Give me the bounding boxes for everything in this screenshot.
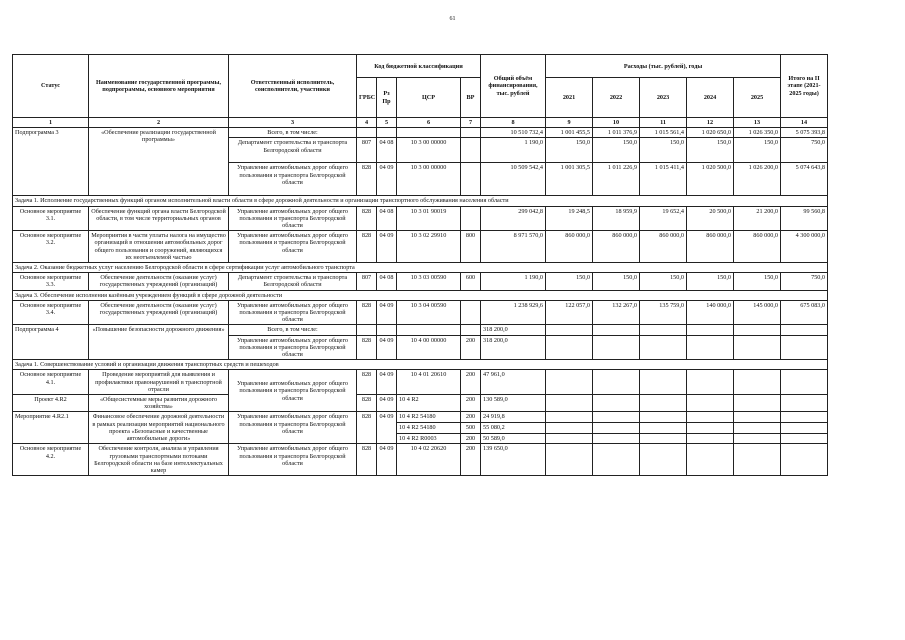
code-cell: 04 08 [377, 138, 397, 163]
code-cell: 10 4 00 00000 [397, 335, 461, 360]
num-cell: 9 [546, 118, 593, 128]
value-cell: 1 190,0 [481, 273, 546, 290]
value-cell: 1 011 226,9 [593, 163, 640, 196]
row-status: Основное мероприятие 3.1. [13, 206, 89, 231]
value-cell: 8 971 570,0 [481, 231, 546, 263]
task-title: Задача 1. Исполнение государственных функций органом исполнительной власти области в сфере дорожной деятельности и организации транспортного обслуживания населения области [13, 196, 828, 206]
code-cell: 200 [461, 395, 481, 412]
code-cell: 10 4 02 20620 [397, 444, 461, 476]
code-cell [461, 300, 481, 325]
row-name: «Общесистемные меры развития дорожного хозяйства» [89, 395, 229, 412]
value-cell: 150,0 [546, 273, 593, 290]
task-row [13, 263, 828, 273]
col-budget-codes: Код бюджетной классификации [357, 55, 481, 78]
code-cell: 04 09 [377, 370, 397, 395]
row-executor: Управление автомобильных дорог общего пользования и транспорта Белгородской области [229, 206, 357, 231]
code-cell: 828 [357, 395, 377, 412]
col-vr: ВР [461, 78, 481, 118]
row-name: Финансовое обеспечение дорожной деятельности в рамках реализации мероприятий национального проекта «Безопасные и качественные автомобильные дороги» [89, 412, 229, 444]
table-row [13, 273, 828, 290]
row-status: Подпрограмма 3 [13, 128, 89, 196]
value-cell: 132 267,0 [593, 300, 640, 325]
task-row [13, 360, 828, 370]
code-cell: 10 4 R2 54180 [397, 412, 461, 423]
code-cell: 10 4 R2 R0003 [397, 433, 461, 444]
value-cell: 135 759,0 [640, 300, 687, 325]
row-executor: Управление автомобильных дорог общего пользования и транспорта Белгородской области [229, 231, 357, 263]
table-row [13, 128, 828, 138]
num-cell: 10 [593, 118, 640, 128]
value-cell: 860 000,0 [640, 231, 687, 263]
value-cell: 750,0 [781, 138, 828, 163]
col-2024: 2024 [687, 78, 734, 118]
code-cell: 04 08 [377, 206, 397, 231]
col-grbs: ГРБС [357, 78, 377, 118]
value-cell: 860 000,0 [687, 231, 734, 263]
row-name: Мероприятия в части уплаты налога на имущество организаций в отношении автомобильных дорог общего пользования и сооружений, являющихся их неотъемлемой частью [89, 231, 229, 263]
row-name: Обеспечение функций органа власти Белгородской области, в том числе территориальных органов [89, 206, 229, 231]
code-cell: 10 3 04 00590 [397, 300, 461, 325]
value-cell: 21 200,0 [734, 206, 781, 231]
col-2021: 2021 [546, 78, 593, 118]
value-cell: 150,0 [593, 273, 640, 290]
code-cell: 04 08 [377, 273, 397, 290]
num-cell: 5 [377, 118, 397, 128]
value-cell: 1 026 200,0 [734, 163, 781, 196]
row-executor: Управление автомобильных дорог общего пользования и транспорта Белгородской области [229, 370, 357, 412]
value-cell: 145 000,0 [734, 300, 781, 325]
task-row [13, 196, 828, 206]
num-cell: 6 [397, 118, 461, 128]
value-cell: 150,0 [734, 138, 781, 163]
col-expenses: Расходы (тыс. рублей), годы [546, 55, 781, 78]
code-cell: 200 [461, 412, 481, 423]
code-cell: 200 [461, 433, 481, 444]
code-cell: 04 09 [377, 444, 397, 476]
budget-table [12, 54, 828, 476]
value-cell: 47 961,0 [481, 370, 546, 395]
value-cell: 139 650,0 [481, 444, 546, 476]
code-cell: 10 3 00 00000 [397, 138, 461, 163]
code-cell: 04 09 [377, 335, 397, 360]
code-cell: 828 [357, 231, 377, 263]
value-cell: 99 560,8 [781, 206, 828, 231]
code-cell: 200 [461, 444, 481, 476]
table-row [13, 370, 828, 395]
row-name: Обеспечение деятельности (оказание услуг) государственных учреждений (организаций) [89, 300, 229, 325]
col-executor: Ответственный исполнитель, соисполнители, участники [229, 55, 357, 118]
col-stage-total: Итого на II этапе (2021-2025 годы) [781, 55, 828, 118]
code-cell: 10 3 02 29910 [397, 231, 461, 263]
value-cell: 318 200,0 [481, 325, 546, 335]
code-cell: 828 [357, 370, 377, 395]
row-status: Основное мероприятие 3.4. [13, 300, 89, 325]
value-cell: 150,0 [640, 138, 687, 163]
value-cell: 150,0 [640, 273, 687, 290]
row-executor: Управление автомобильных дорог общего пользования и транспорта Белгородской области [229, 412, 357, 444]
value-cell: 1 026 350,0 [734, 128, 781, 138]
code-cell: 200 [461, 370, 481, 395]
code-cell: 807 [357, 138, 377, 163]
table-row [13, 231, 828, 263]
code-cell: 10 3 03 00590 [397, 273, 461, 290]
code-cell: 04 09 [377, 163, 397, 196]
code-cell: 807 [357, 273, 377, 290]
value-cell: 140 000,0 [687, 300, 734, 325]
num-cell: 11 [640, 118, 687, 128]
value-cell: 1 020 500,0 [687, 163, 734, 196]
value-cell: 5 074 643,8 [781, 163, 828, 196]
code-cell: 828 [357, 412, 377, 444]
col-2022: 2022 [593, 78, 640, 118]
row-name: Проведение мероприятий для выявления и профилактики правонарушений в транспортной отрасли [89, 370, 229, 395]
value-cell: 20 500,0 [687, 206, 734, 231]
value-cell: 1 190,0 [481, 138, 546, 163]
value-cell: 860 000,0 [546, 231, 593, 263]
code-cell: 828 [357, 444, 377, 476]
code-cell: 828 [357, 206, 377, 231]
row-executor: Управление автомобильных дорог общего пользования и транспорта Белгородской области [229, 300, 357, 325]
value-cell: 122 057,0 [546, 300, 593, 325]
num-cell: 12 [687, 118, 734, 128]
code-cell: 828 [357, 335, 377, 360]
value-cell: 299 042,8 [481, 206, 546, 231]
code-cell: 10 3 01 90019 [397, 206, 461, 231]
value-cell: 150,0 [593, 138, 640, 163]
num-cell: 4 [357, 118, 377, 128]
col-rzpr: Рз Пр [377, 78, 397, 118]
row-name: «Обеспечение реализации государственной программы» [89, 128, 229, 196]
task-title: Задача 2. Оказание бюджетных услуг населению Белгородской области в сфере сертификации услуг автомобильного транспорта [13, 263, 828, 273]
value-cell: 860 000,0 [734, 231, 781, 263]
value-cell: 1 001 455,5 [546, 128, 593, 138]
header-numbers [13, 118, 828, 128]
value-cell: 24 919,8 [481, 412, 546, 423]
code-cell: 04 09 [377, 300, 397, 325]
code-cell: 828 [357, 300, 377, 325]
col-total: Общий объём финансирования, тыс. рублей [481, 55, 546, 118]
table-row [13, 325, 828, 335]
code-cell: 800 [461, 231, 481, 263]
value-cell: 10 509 542,4 [481, 163, 546, 196]
row-executor: Всего, в том числе: [229, 128, 357, 138]
col-name: Наименование государственной программы, подпрограммы, основного мероприятия [89, 55, 229, 118]
row-status: Основное мероприятие 4.2. [13, 444, 89, 476]
row-status: Основное мероприятие 4.1. [13, 370, 89, 395]
col-csr: ЦСР [397, 78, 461, 118]
value-cell: 150,0 [546, 138, 593, 163]
value-cell: 1 011 376,9 [593, 128, 640, 138]
value-cell: 1 015 411,4 [640, 163, 687, 196]
code-cell: 04 09 [377, 412, 397, 444]
row-executor: Департамент строительства и транспорта Белгородской области [229, 273, 357, 290]
row-executor: Управление автомобильных дорог общего пользования и транспорта Белгородской области [229, 335, 357, 360]
value-cell: 18 959,9 [593, 206, 640, 231]
code-cell: 10 4 R2 54180 [397, 423, 461, 434]
table-row [13, 412, 828, 423]
num-cell: 2 [89, 118, 229, 128]
table-row [13, 300, 828, 325]
code-cell: 04 09 [377, 231, 397, 263]
code-cell: 200 [461, 335, 481, 360]
num-cell: 3 [229, 118, 357, 128]
value-cell: 130 589,0 [481, 395, 546, 412]
code-cell: 04 09 [377, 395, 397, 412]
row-executor: Управление автомобильных дорог общего пользования и транспорта Белгородской области [229, 163, 357, 196]
value-cell: 675 083,0 [781, 300, 828, 325]
code-cell [461, 163, 481, 196]
task-title: Задача 1. Совершенствование условий и организации движения транспортных средств и пешеходов [13, 360, 828, 370]
value-cell: 1 015 561,4 [640, 128, 687, 138]
value-cell: 4 300 000,0 [781, 231, 828, 263]
page-number: 61 [449, 16, 456, 22]
task-title: Задача 3. Обеспечение исполнения казённым учреждением функций в сфере дорожной деятельности [13, 290, 828, 300]
value-cell: 19 248,5 [546, 206, 593, 231]
table-row [13, 444, 828, 476]
num-cell: 13 [734, 118, 781, 128]
value-cell: 750,0 [781, 273, 828, 290]
table-row [13, 206, 828, 231]
num-cell: 1 [13, 118, 89, 128]
code-cell: 10 3 00 00000 [397, 163, 461, 196]
value-cell: 318 200,0 [481, 335, 546, 360]
value-cell: 10 510 732,4 [481, 128, 546, 138]
row-status: Подпрограмма 4 [13, 325, 89, 360]
code-cell [461, 138, 481, 163]
row-name: Обеспечение деятельности (оказание услуг) государственных учреждений (организаций) [89, 273, 229, 290]
row-status: Основное мероприятие 3.3. [13, 273, 89, 290]
code-cell: 10 4 01 20610 [397, 370, 461, 395]
value-cell: 150,0 [734, 273, 781, 290]
value-cell: 55 080,2 [481, 423, 546, 434]
row-executor: Всего, в том числе: [229, 325, 357, 335]
row-executor: Управление автомобильных дорог общего пользования и транспорта Белгородской области [229, 444, 357, 476]
num-cell: 8 [481, 118, 546, 128]
value-cell: 50 589,0 [481, 433, 546, 444]
code-cell: 828 [357, 163, 377, 196]
row-name: Обеспечение контроля, анализа и управления грузовыми транспортными потоками Белгородской области на базе интеллектуальных камер [89, 444, 229, 476]
value-cell: 1 238 929,6 [481, 300, 546, 325]
row-status: Мероприятие 4.R2.1 [13, 412, 89, 444]
code-cell: 500 [461, 423, 481, 434]
num-cell: 7 [461, 118, 481, 128]
col-status: Статус [13, 55, 89, 118]
row-status: Основное мероприятие 3.2. [13, 231, 89, 263]
code-cell: 600 [461, 273, 481, 290]
col-2023: 2023 [640, 78, 687, 118]
num-cell: 14 [781, 118, 828, 128]
task-row [13, 290, 828, 300]
table-row [13, 395, 828, 412]
value-cell: 1 001 305,5 [546, 163, 593, 196]
value-cell: 5 075 393,8 [781, 128, 828, 138]
value-cell: 150,0 [687, 273, 734, 290]
header-row-1 [13, 55, 828, 78]
code-cell [461, 206, 481, 231]
value-cell: 19 652,4 [640, 206, 687, 231]
value-cell: 150,0 [687, 138, 734, 163]
row-status: Проект 4.R2 [13, 395, 89, 412]
code-cell: 10 4 R2 [397, 395, 461, 412]
value-cell: 1 020 650,0 [687, 128, 734, 138]
row-executor: Департамент строительства и транспорта Белгородской области [229, 138, 357, 163]
col-2025: 2025 [734, 78, 781, 118]
value-cell: 860 000,0 [593, 231, 640, 263]
row-name: «Повышение безопасности дорожного движения» [89, 325, 229, 360]
